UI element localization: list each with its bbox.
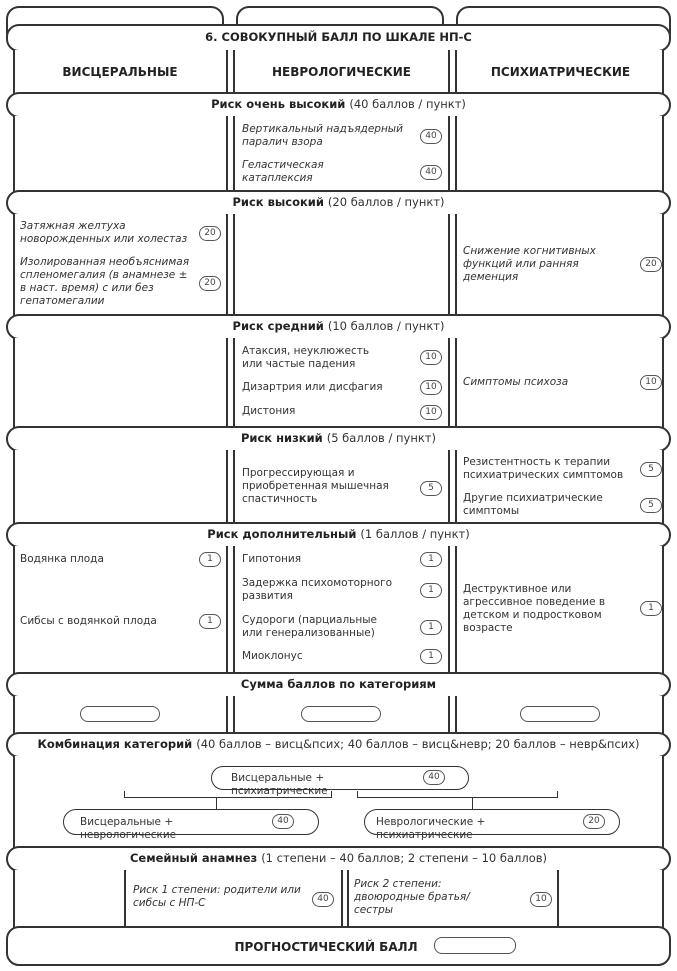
risk-low-bar bbox=[6, 426, 671, 452]
item-text: Геластическая катаплексия bbox=[242, 159, 324, 184]
score-badge: 1 bbox=[420, 583, 442, 598]
sum-visceral-field[interactable] bbox=[80, 706, 160, 722]
bracket-line bbox=[357, 791, 358, 798]
prognostic-score-field[interactable] bbox=[434, 937, 516, 954]
combination-bar bbox=[6, 732, 671, 758]
divider bbox=[455, 214, 457, 316]
item-text: Снижение когнитивных функций или ранняя деменция bbox=[463, 245, 596, 283]
item-text: Вертикальный надъядерный паралич взора bbox=[242, 123, 403, 148]
score-badge: 1 bbox=[420, 552, 442, 567]
item-text: Деструктивное или агрессивное поведение в детском и подростковом возрасте bbox=[463, 583, 606, 634]
divider bbox=[347, 870, 349, 928]
divider bbox=[233, 696, 235, 734]
item-text: Судороги (парциальные или генерализованные) bbox=[242, 614, 377, 639]
score-badge: 40 bbox=[312, 892, 334, 907]
combo-visc-neuro-text: Висцеральные + неврологические bbox=[80, 816, 177, 841]
family-label: Семейный анамнез bbox=[129, 851, 258, 866]
bracket-line bbox=[124, 791, 125, 798]
divider bbox=[455, 696, 457, 734]
divider bbox=[226, 214, 228, 316]
item-text: Задержка психомоторного развития bbox=[242, 577, 393, 602]
risk-medium-bar bbox=[6, 314, 671, 340]
divider bbox=[226, 546, 228, 674]
divider bbox=[233, 338, 235, 428]
score-badge: 40 bbox=[420, 129, 442, 144]
risk-high-bar bbox=[6, 190, 671, 216]
risk-additional-label: Риск дополнительный bbox=[207, 527, 357, 542]
risk-very-high-label: Риск очень высокий bbox=[211, 97, 346, 112]
risk-low-points: (5 баллов / пункт) bbox=[326, 431, 436, 446]
sum-label: Сумма баллов по категориям bbox=[240, 677, 437, 692]
divider bbox=[448, 696, 450, 734]
divider bbox=[226, 50, 228, 94]
item-text: Другие психиатрические симптомы bbox=[463, 492, 603, 517]
risk-very-high-bar bbox=[6, 92, 671, 118]
bracket-line bbox=[357, 797, 557, 798]
score-badge: 10 bbox=[420, 405, 442, 420]
column-header-visceral: ВИСЦЕРАЛЬНЫЕ bbox=[62, 65, 178, 79]
divider bbox=[448, 214, 450, 316]
risk-additional-bar bbox=[6, 522, 671, 548]
combination-points: (40 баллов – висц&псих; 40 баллов – висц&невр; 20 баллов – невр&псих) bbox=[196, 737, 640, 752]
item-text: Затяжная желтуха новорожденных или холестаз bbox=[20, 220, 188, 245]
combo-visc-psych-text: Висцеральные + психиатрические bbox=[231, 772, 328, 797]
family-points: (1 степени – 40 баллов; 2 степени – 10 баллов) bbox=[261, 851, 548, 866]
divider bbox=[124, 870, 126, 928]
score-badge: 1 bbox=[199, 552, 221, 567]
divider bbox=[226, 116, 228, 192]
family-second-text: Риск 2 степени: двоюродные братья/ сестры bbox=[354, 878, 470, 916]
risk-high-points: (20 баллов / пункт) bbox=[327, 195, 445, 210]
sum-bar bbox=[6, 672, 671, 698]
risk-medium-label: Риск средний bbox=[232, 319, 324, 334]
family-section bbox=[13, 870, 664, 928]
title-bar bbox=[6, 24, 671, 52]
divider bbox=[341, 870, 343, 928]
risk-additional-points: (1 баллов / пункт) bbox=[360, 527, 470, 542]
score-badge: 10 bbox=[420, 350, 442, 365]
divider bbox=[226, 450, 228, 524]
score-badge: 1 bbox=[640, 601, 662, 616]
combination-label: Комбинация категорий bbox=[37, 737, 193, 752]
item-text: Гипотония bbox=[242, 553, 302, 565]
sum-neuro-field[interactable] bbox=[301, 706, 381, 722]
score-badge: 20 bbox=[640, 257, 662, 272]
score-badge: 5 bbox=[640, 462, 662, 477]
risk-very-high-points: (40 баллов / пункт) bbox=[349, 97, 466, 112]
divider bbox=[448, 546, 450, 674]
score-badge: 10 bbox=[420, 380, 442, 395]
divider bbox=[233, 214, 235, 316]
score-badge: 1 bbox=[420, 620, 442, 635]
divider bbox=[448, 116, 450, 192]
item-text: Симптомы психоза bbox=[463, 376, 569, 388]
score-badge: 20 bbox=[199, 276, 221, 291]
column-header-psych: ПСИХИАТРИЧЕСКИЕ bbox=[490, 65, 631, 79]
item-text: Резистентность к терапии психиатрических симптомов bbox=[463, 456, 624, 481]
divider bbox=[455, 116, 457, 192]
combo-neuro-psych-text: Неврологические + психиатрические bbox=[376, 816, 486, 841]
score-badge: 40 bbox=[423, 770, 445, 785]
score-badge: 40 bbox=[272, 814, 294, 829]
divider bbox=[448, 50, 450, 94]
bracket-line bbox=[472, 797, 473, 809]
item-text: Атаксия, неуклюжесть или частые падения bbox=[242, 345, 370, 370]
item-text: Изолированная необъяснимая спленомегалия (в анамнезе ± в наст. время) с или без гепатомегалии bbox=[20, 256, 190, 307]
item-text: Дистония bbox=[242, 405, 296, 417]
score-badge: 10 bbox=[530, 892, 552, 907]
bracket-line bbox=[216, 797, 217, 809]
score-badge: 1 bbox=[420, 649, 442, 664]
divider bbox=[448, 450, 450, 524]
divider bbox=[448, 338, 450, 428]
score-badge: 10 bbox=[640, 375, 662, 390]
divider bbox=[233, 116, 235, 192]
item-text: Водянка плода bbox=[20, 553, 104, 565]
risk-high-label: Риск высокий bbox=[232, 195, 324, 210]
divider bbox=[233, 450, 235, 524]
divider bbox=[557, 870, 559, 928]
sum-psych-field[interactable] bbox=[520, 706, 600, 722]
score-badge: 20 bbox=[199, 226, 221, 241]
bracket-line bbox=[331, 791, 332, 798]
column-header-neuro: НЕВРОЛОГИЧЕСКИЕ bbox=[272, 65, 411, 79]
item-text: Сибсы с водянкой плода bbox=[20, 615, 157, 627]
divider bbox=[226, 696, 228, 734]
score-badge: 1 bbox=[199, 614, 221, 629]
family-first-text: Риск 1 степени: родители или сибсы с НП-С bbox=[133, 884, 301, 909]
divider bbox=[233, 546, 235, 674]
divider bbox=[455, 546, 457, 674]
score-badge: 5 bbox=[420, 481, 442, 496]
item-text: Дизартрия или дисфагия bbox=[242, 381, 383, 393]
page-title: 6. СОВОКУПНЫЙ БАЛЛ ПО ШКАЛЕ НП-С bbox=[205, 30, 472, 45]
divider bbox=[455, 450, 457, 524]
item-text: Миоклонус bbox=[242, 650, 303, 662]
bracket-line bbox=[557, 791, 558, 798]
divider bbox=[455, 338, 457, 428]
prognostic-label: ПРОГНОСТИЧЕСКИЙ БАЛЛ bbox=[234, 940, 418, 954]
score-badge: 20 bbox=[583, 814, 605, 829]
risk-low-label: Риск низкий bbox=[241, 431, 323, 446]
item-text: Прогрессирующая и приобретенная мышечная спастичность bbox=[242, 467, 389, 505]
family-bar bbox=[6, 846, 671, 872]
divider bbox=[226, 338, 228, 428]
risk-medium-points: (10 баллов / пункт) bbox=[327, 319, 445, 334]
score-badge: 40 bbox=[420, 165, 442, 180]
score-badge: 5 bbox=[640, 498, 662, 513]
bracket-line bbox=[124, 797, 331, 798]
